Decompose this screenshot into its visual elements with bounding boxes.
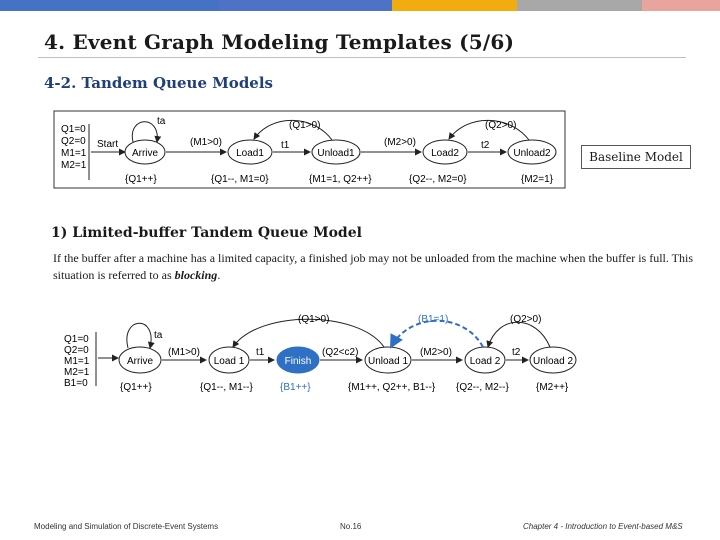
footer-chapter: Chapter 4 - Introduction to Event-based M&S <box>523 522 683 531</box>
color-bar-segment-pink <box>642 0 720 11</box>
baseline-init-m2: M2=1 <box>61 160 87 171</box>
limited-init-q1: Q1=0 <box>64 334 89 345</box>
baseline-action-unload2: {M2=1} <box>521 174 553 185</box>
color-bar-segment-blue-2 <box>219 0 392 11</box>
limited-node-load1-label: Load 1 <box>213 356 245 367</box>
color-bar-segment-orange <box>392 0 517 11</box>
baseline-t1-label: t1 <box>281 140 290 151</box>
limited-t2-label: t2 <box>512 347 521 358</box>
limited-cond-q1: (Q1>0) <box>298 314 330 325</box>
limited-action-finish: {B1++} <box>280 382 311 393</box>
limited-cond-q2c2: (Q2<c2) <box>322 347 359 358</box>
limited-action-unload2: {M2++} <box>536 382 569 393</box>
blocking-description-end: . <box>217 268 221 282</box>
limited-cond-b1: (B1=1) <box>418 314 449 325</box>
baseline-node-unload2-label: Unload2 <box>513 148 551 159</box>
baseline-event-graph <box>53 110 573 190</box>
limited-init-b1: B1=0 <box>64 378 88 389</box>
color-bar-segment-grey <box>517 0 642 11</box>
limited-node-arrive-label: Arrive <box>126 356 154 367</box>
baseline-start-label: Start <box>97 139 119 150</box>
limited-cond-m1: (M1>0) <box>168 347 200 358</box>
baseline-ta-label: ta <box>157 116 166 127</box>
baseline-action-load1: {Q1--, M1=0} <box>211 174 269 185</box>
baseline-caption: Baseline Model <box>581 145 691 169</box>
title-divider <box>38 57 686 58</box>
baseline-init-q1: Q1=0 <box>61 124 86 135</box>
limited-node-finish-label: Finish <box>284 356 312 367</box>
color-bar-segment-blue <box>0 0 219 11</box>
limited-node-load2-label: Load 2 <box>469 356 501 367</box>
limited-buffer-heading: 1) Limited-buffer Tandem Queue Model <box>51 225 362 241</box>
limited-init-m2: M2=1 <box>64 367 90 378</box>
baseline-cond-q2: (Q2>0) <box>485 120 517 131</box>
footer-course: Modeling and Simulation of Discrete-Event Systems <box>34 522 219 531</box>
slide-title: 4. Event Graph Modeling Templates (5/6) <box>44 30 515 54</box>
top-color-bar <box>0 0 720 11</box>
limited-edge-unload2-load2 <box>488 322 550 347</box>
limited-cond-q2: (Q2>0) <box>510 314 542 325</box>
limited-init-q2: Q2=0 <box>64 345 89 356</box>
limited-cond-m2: (M2>0) <box>420 347 452 358</box>
limited-node-unload2-label: Unload 2 <box>532 356 574 367</box>
section-subtitle: 4-2. Tandem Queue Models <box>44 74 273 92</box>
limited-action-load2: {Q2--, M2--} <box>456 382 509 393</box>
baseline-node-load1-label: Load1 <box>236 148 264 159</box>
limited-ta-label: ta <box>154 330 163 341</box>
baseline-action-load2: {Q2--, M2=0} <box>409 174 467 185</box>
limited-action-load1: {Q1--, M1--} <box>200 382 253 393</box>
baseline-t2-label: t2 <box>481 140 490 151</box>
baseline-action-unload1: {M1=1, Q2++} <box>309 174 372 185</box>
blocking-description-text: If the buffer after a machine has a limited capacity, a finished job may not be unloaded from the machine when the buffer is full. This situation is referred to as <box>53 251 694 282</box>
limited-action-unload1: {M1++, Q2++, B1--} <box>348 382 436 393</box>
baseline-node-arrive-label: Arrive <box>131 148 159 159</box>
baseline-cond-m1: (M1>0) <box>190 137 222 148</box>
baseline-node-unload1-label: Unload1 <box>317 148 355 159</box>
limited-init-m1: M1=1 <box>64 356 90 367</box>
blocking-term: blocking <box>174 268 218 282</box>
baseline-action-arrive: {Q1++} <box>125 174 157 185</box>
baseline-cond-q1: (Q1>0) <box>289 120 321 131</box>
limited-node-unload1-label: Unload 1 <box>367 356 409 367</box>
limited-t1-label: t1 <box>256 347 265 358</box>
limited-action-arrive: {Q1++} <box>120 382 152 393</box>
blocking-description <box>53 250 693 284</box>
baseline-init-q2: Q2=0 <box>61 136 86 147</box>
baseline-init-m1: M1=1 <box>61 148 87 159</box>
baseline-cond-m2: (M2>0) <box>384 137 416 148</box>
baseline-node-load2-label: Load2 <box>431 148 459 159</box>
footer-page-number: No.16 <box>340 522 362 531</box>
limited-arrive-loop <box>127 323 151 348</box>
limited-buffer-event-graph <box>58 302 578 398</box>
